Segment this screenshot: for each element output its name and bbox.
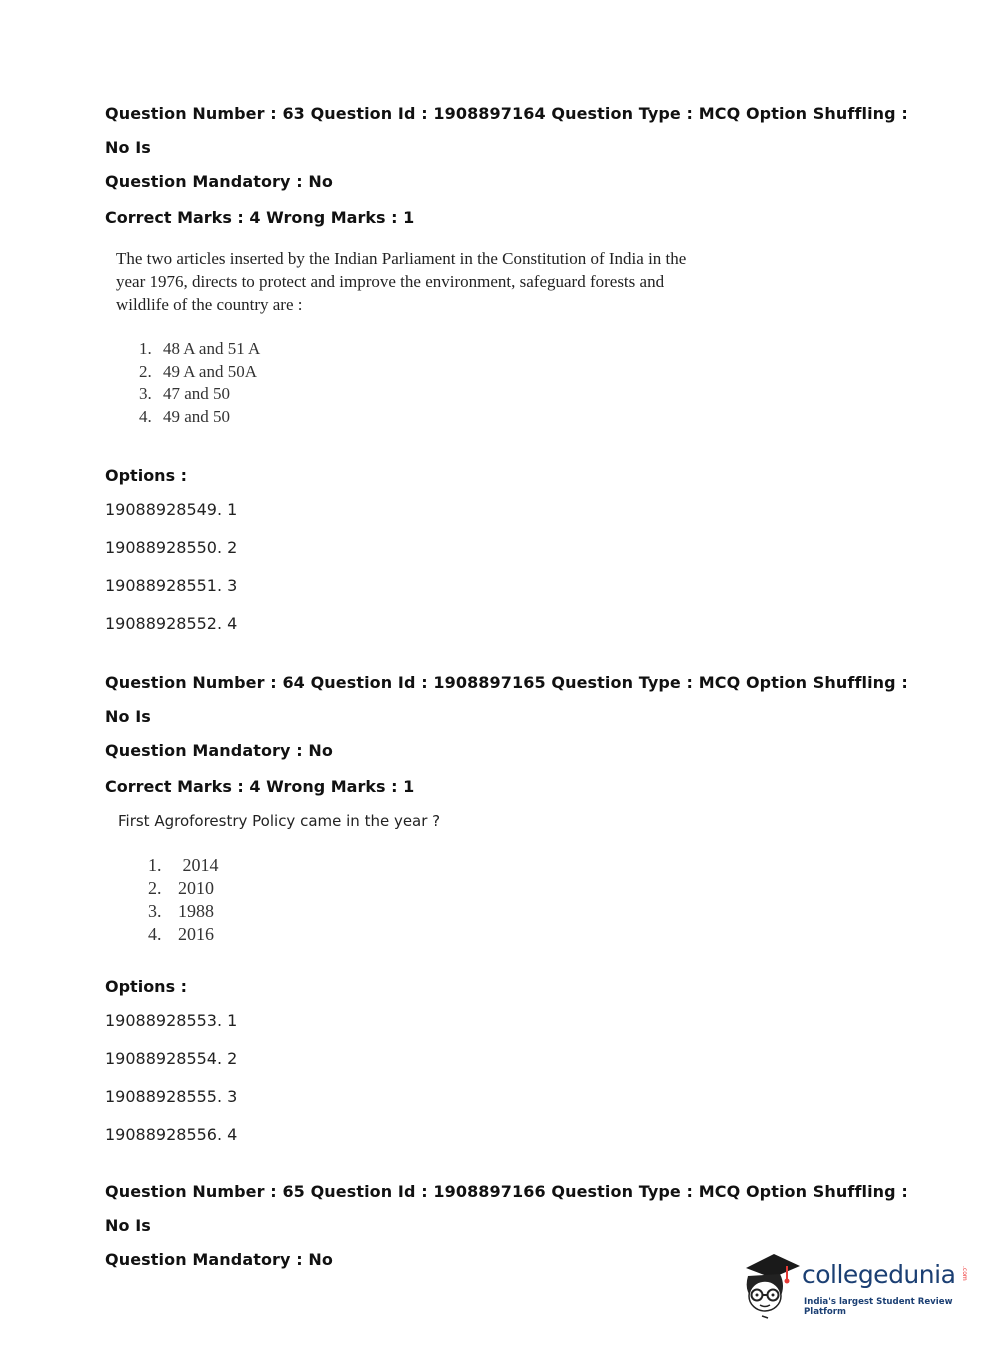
question-stem: First Agroforestry Policy came in the year ? (118, 812, 441, 830)
logo-tagline: India's largest Student Review Platform (804, 1297, 953, 1317)
option-item: 19088928549. 1 (105, 499, 238, 519)
choice-item: 1. 2014 (148, 855, 219, 875)
question-marks: Correct Marks : 4 Wrong Marks : 1 (105, 208, 415, 227)
question-block-63 (105, 97, 925, 643)
choice-list (139, 338, 925, 429)
choice-item: 3. 47 and 50 (139, 384, 231, 404)
option-item: 19088928552. 4 (105, 613, 238, 633)
choice-item: 2. 2010 (148, 878, 214, 898)
option-item: 19088928556. 4 (105, 1125, 238, 1144)
question-mandatory: Question Mandatory : No (105, 741, 333, 760)
option-item: 19088928553. 1 (105, 1011, 238, 1030)
choice-item: 1. 48 A and 51 A (139, 339, 261, 358)
option-item: 19088928551. 3 (105, 575, 238, 595)
choice-item: 3. 1988 (148, 901, 214, 921)
option-item: 19088928554. 2 (105, 1049, 238, 1068)
question-marks: Correct Marks : 4 Wrong Marks : 1 (105, 777, 415, 796)
option-item: 19088928550. 2 (105, 537, 238, 557)
mascot-icon (740, 1246, 804, 1326)
collegedunia-logo (740, 1246, 980, 1326)
choice-item: 4. 49 and 50 (139, 407, 231, 427)
question-meta-line: Question Number : 65 Question Id : 1908897166 Question Type : MCQ Option Shuffling : No Is (105, 1182, 908, 1235)
question-mandatory: Question Mandatory : No (105, 172, 333, 191)
choice-list (148, 854, 925, 946)
choice-item: 4. 2016 (148, 924, 214, 944)
question-stem: The two articles inserted by the Indian Parliament in the Constitution of India in the year 1976, directs to protect and improve the environment, safeguard forests and wildlife of the country are : (116, 249, 687, 314)
logo-wordmark: collegedunia (802, 1260, 956, 1289)
options-label: Options : (105, 977, 188, 996)
question-meta-line: Question Number : 64 Question Id : 1908897165 Question Type : MCQ Option Shuffling : No Is (105, 673, 908, 726)
question-meta-line: Question Number : 63 Question Id : 1908897164 Question Type : MCQ Option Shuffling : No Is (105, 104, 908, 157)
logo-com: .com (961, 1266, 968, 1281)
choice-item: 2. 49 A and 50A (139, 361, 257, 381)
option-item: 19088928555. 3 (105, 1087, 238, 1106)
question-mandatory: Question Mandatory : No (105, 1250, 333, 1269)
options-label: Options : (105, 465, 188, 485)
question-block-64 (105, 666, 925, 1154)
